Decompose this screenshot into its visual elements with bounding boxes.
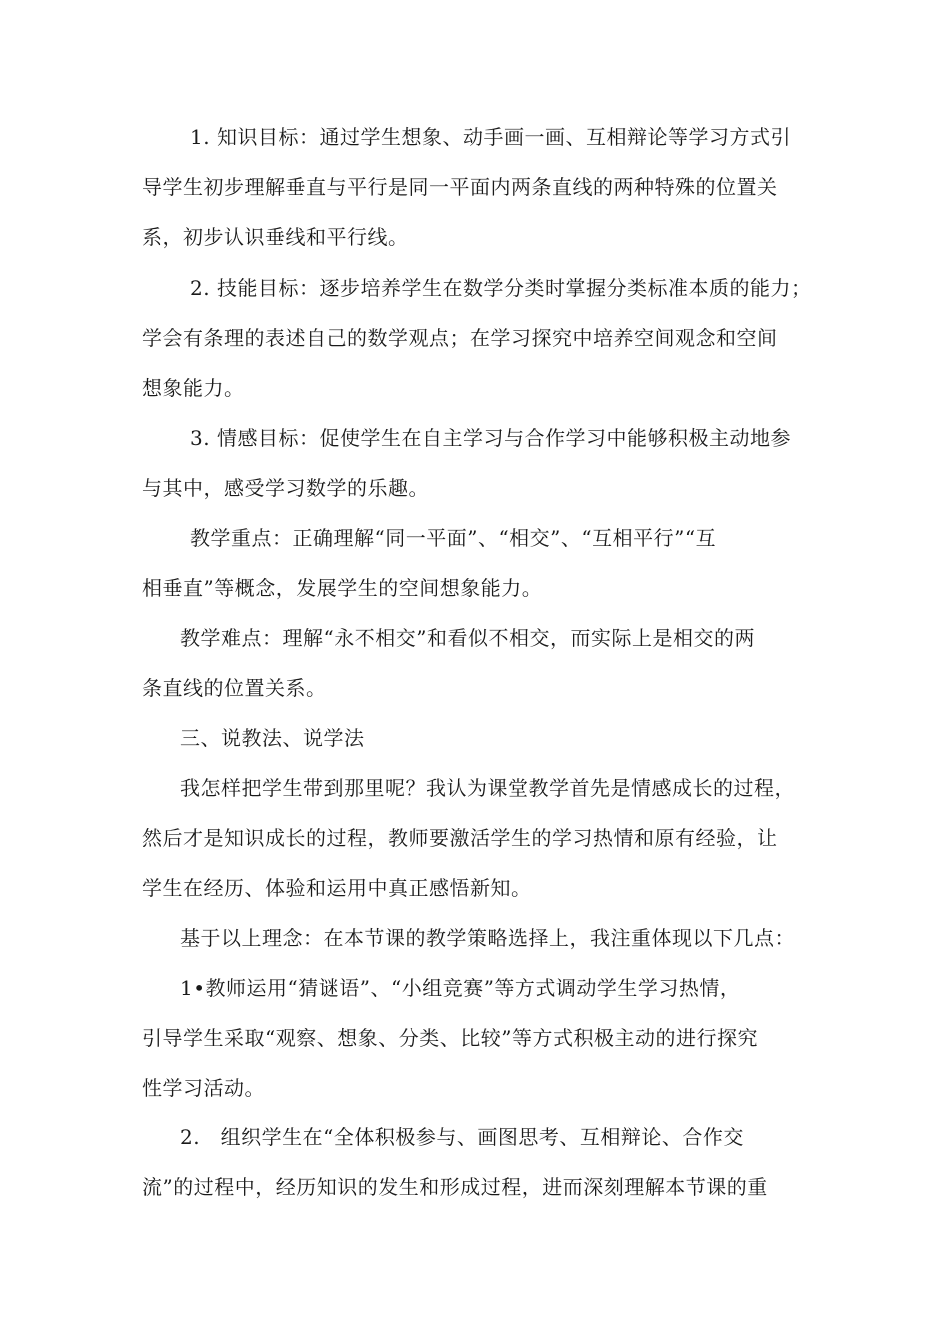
paragraph-skill-goal (142, 263, 822, 413)
text-line: 导学生初步理解垂直与平行是同一平面内两条直线的两种特殊的位置关 (142, 175, 778, 199)
text-line: 引导学生采取“观察、想象、分类、比较”等方式积极主动的进行探究 (142, 1026, 758, 1050)
paragraph-emotion-goal (142, 413, 822, 513)
text-line: 1•教师运用“猜谜语”、“小组竞赛”等方式调动学生学习热情， (180, 976, 741, 1000)
text-line: 系，初步认识垂线和平行线。 (142, 225, 409, 249)
text-line: 2. 技能目标：逐步培养学生在数学分类时掌握分类标准本质的能力； (190, 276, 812, 300)
text-line: 2. 组织学生在“全体积极参与、画图思考、互相辩论、合作交 (180, 1125, 744, 1149)
heading-text: 三、说教法、说学法 (180, 726, 365, 750)
text-line: 性学习活动。 (142, 1076, 265, 1100)
text-line: 学会有条理的表述自己的数学观点；在学习探究中培养空间观念和空间 (142, 326, 778, 350)
text-line: 想象能力。 (142, 376, 245, 400)
text-line: 我怎样把学生带到那里呢？我认为课堂教学首先是情感成长的过程， (180, 776, 795, 800)
text-line: 然后才是知识成长的过程，教师要激活学生的学习热情和原有经验，让 (142, 826, 778, 850)
paragraph-teaching-philosophy (142, 763, 822, 913)
section-heading (142, 713, 822, 763)
text-line: 基于以上理念：在本节课的教学策略选择上，我注重体现以下几点： (180, 926, 795, 950)
text-line: 条直线的位置关系。 (142, 676, 327, 700)
text-line: 教学难点：理解“永不相交”和看似不相交，而实际上是相交的两 (180, 626, 755, 650)
text-line: 3. 情感目标：促使学生在自主学习与合作学习中能够积极主动地参 (190, 426, 791, 450)
text-line: 相垂直”等概念，发展学生的空间想象能力。 (142, 576, 543, 600)
paragraph-teaching-difficulty (142, 613, 822, 713)
text-line: 学生在经历、体验和运用中真正感悟新知。 (142, 876, 532, 900)
paragraph-knowledge-goal (142, 112, 822, 262)
text-line: 1. 知识目标：通过学生想象、动手画一画、互相辩论等学习方式引 (190, 125, 791, 149)
text-line: 与其中，感受学习数学的乐趣。 (142, 476, 429, 500)
paragraph-organize-students (142, 1112, 822, 1212)
paragraph-teaching-focus (142, 513, 822, 613)
text-line: 教学重点：正确理解“同一平面”、“相交”、“互相平行”“互 (190, 526, 717, 550)
text-line: 流”的过程中，经历知识的发生和形成过程，进而深刻理解本节课的重 (142, 1175, 768, 1199)
paragraph-strategy (142, 913, 822, 1113)
